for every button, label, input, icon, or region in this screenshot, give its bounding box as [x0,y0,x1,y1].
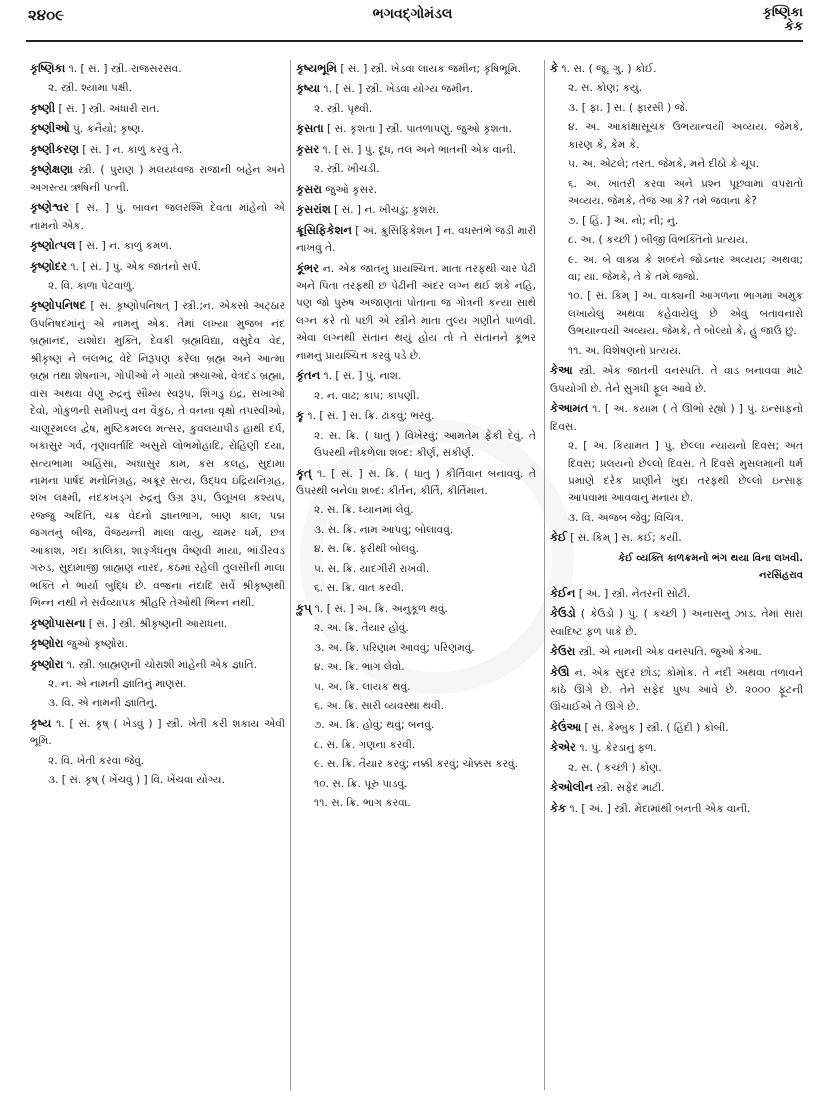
entry-definition: [ સં. ] પું. બાવન જલરશ્મિ દેવતા માંહેનો એ નામનો એક. [30,202,285,232]
entry-definition: સ્ત્રી. એક જાતની વનસ્પતિ. તે વાડ બનાવવા માટે ઉપયોગી છે. તેને સુગંધી ફૂલ આવે છે. [550,365,803,395]
entry-definition: ૨. સ. ક્રિ. ( ધાતુ ) વિખેરવું; આમતેમ ફેંકી દેવું. તે ઉપરથી નીકળેલા શબ્દ: કીર્ણ, સંકીર્ણ. [314,429,536,460]
entry-definition: ૧. [ સં. ] સ્ત્રી. રાજસરસવ. [65,63,182,75]
entry-headword: કૃષ્ણેશ્વર [30,200,69,215]
dictionary-entry [30,635,285,653]
entry-sense [296,756,536,773]
entry-definition: [ અં. ક્રુસિફિકેશન ] ન. વધસ્તંભે જડી મારી નાખવું તે. [296,224,536,255]
entry-sense [550,760,803,777]
dictionary-entry [30,615,285,633]
entry-sense [296,659,536,676]
dictionary-entry [550,529,803,547]
entry-headword: કૃષ્ણોપાસના [30,615,86,630]
entry-definition: ૯. સ. ક્રિ. તૈયાર કરવું; નક્કી કરવું; ચોક્કસ કરવું. [314,758,519,771]
dictionary-entry [550,605,803,641]
entry-sense [30,753,285,770]
entry-headword: કૃષ્ણોત્પલ [30,238,76,253]
dictionary-entry [296,141,536,159]
header-rule [26,40,803,42]
entry-definition: [ સં. કૃશતા ] સ્ત્રી. પાતળાપણું. જુઓ કૃશતા. [323,123,512,136]
entry-sense [296,679,536,696]
entry-headword: કૃષ્ણોરા [30,656,64,671]
entry-sense [296,776,536,793]
dictionary-entry [30,258,285,276]
dictionary-entry [296,407,536,425]
entry-headword: કેઈન [550,585,576,600]
column-divider [544,60,545,1090]
entry-definition: ૭. [ હિં. ] અ. નો; ની; નું. [568,214,679,227]
dictionary-entry [296,181,536,199]
entry-headword: કેક [550,800,567,815]
entry-definition: ન. એક સુંદર છોડ; કોમોક. તે નદી અથવા તળાવને કાંઠે ઊગે છે. તેને સફેદ પુષ્પ આવે છે. ૨૦૦૦ ફૂટની ઊંચાઈએ તે ઊગે છે. [550,666,803,714]
entry-definition: [ સં. કૃષ્ણોપનિષત્ ] સ્ત્રી.;ન. એકસો અટ્ઠાર ઉપનિષદમાંનું એ નામનું એક. તેમાં લખ્યા મુજબ નંદ બ્રહ્માનંદ, યશોદા મુક્તિ, દેવકી બ્રહ્મવિદ્યા, વસુદેવ વેદ, શ્રીકૃષ્ણ ને બલભદ્ર વેદે નિરૂપણ કરેલા બ્રહ્મ અને આત્મા બ્રહ્મ તથા શેષનાગ, ગોપીઓ ને ગાયો ઋચાઓ, વેત્રદંડ બ્રહ્મા, વાંસ અથવા વેણુ રુદ્રનું સૌમ્ય સ્વરૂપ, શિંગડું ઇંદ્ર, સખાઓ દેવો, ગોકુળની સમીપનું વન વૈકુંઠ, તે વનના વૃક્ષો તપસ્વીઓ, ચાણૂરમલ્લ દ્વેષ, મુષ્ટિકમલ્લ મત્સર, કુવલયાપીડ હાથી દર્પ, બકાસુર ગર્વ, તૃણાવર્તાદિ અસુરો લોભમોહાદિ, રોહિણી દયા, સત્યભામા અહિંસા, અઘાસુર કામ, કંસ કલહ, સુદામા નામના પાર્ષદ મનોનિગ્રહ, અક્રૂર સત્ય, ઉદ્ધવ ઇંદ્રિયનિગ્રહ, શંખ લક્ષ્મી, નંદકખડ્ગ રુદ્રનું ઉગ્ર રૂપ, ઉલૂખલ કશ્યપ, રજ્જુ અદિતિ, ચક્ર વેદનો જ્ઞાનભાગ, બાણ કાલ, પદ્મ જગતનું બીજ, વૈજયન્તી માલા વાયુ, ચામર ધર્મ, છત્ર આકાશ, ગદા કાલિકા, શાર્ઙ્ગધનુષ વૈષ્ણવી માયા, ભાંડીરવડ ગરુડ, સુદામાજી બ્રાહ્મણ નારદ, કંઠમાં રહેલી તુલસીની માલા ભક્તિ ને ભાર્યા બુદ્ધિ છે. વજ્રના નંદાદિ સર્વે શ્રીકૃષ્ણથી ભિન્ન નથી ને સર્વવ્યાપક શ્રીહરિ તેઓથી ભિન્ન નથી. [30,300,285,610]
entry-definition: ૧. [ સં. ] સ્ત્રી. ખેડવા યોગ્ય જમીન. [320,83,474,96]
entry-definition: ૧. [ સં. ] સ. ક્રિ. ઢાંકવું; ભરવું. [304,410,435,423]
entry-sense [296,717,536,734]
entry-definition: ૨. સ્ત્રી. ખીચડી. [314,163,380,176]
entry-sense [296,620,536,637]
dictionary-entry [550,800,803,818]
entry-quotation [550,567,803,584]
entry-definition: ૨. સ્ત્રી. પૃથ્વી. [314,102,373,115]
dictionary-entry [550,585,803,603]
entry-headword: કેએર [550,740,576,755]
entry-definition: ૧. પું. કેરડાનું ફળ. [575,742,657,755]
entry-definition: [ સં. ] ન. ખીચડું; કૃશરા. [330,204,440,217]
entry-definition: સ્ત્રી. એ નામની એક વનસ્પતિ. જુઓ કેઆ. [575,646,762,659]
entry-headword: કૃષ્ણોરા [30,636,64,651]
entry-headword: કૃસરા [296,181,322,196]
entry-sense [296,428,536,463]
dictionary-entry [550,60,803,78]
entry-headword: કૃસરાંશ [296,202,331,217]
entry-definition: ન. એક જાતનું પ્રાયશ્ચિત્ત. માતા તરફથી ચાર પેઢી અને પિતા તરફથી છ પેઢીની અંદર લગ્ન થઈ શકે નહિ, પણ જો પુરુષ અજાણતાં પોતાના જ ગોત્રની કન્યા સાથે લગ્ન કરે તો પછી એ સ્ત્રીને માતા તુલ્ય ગણીને પાળવી. એવા લગ્નથી સંતાન થયું હોય તો તે સંતાનને કૂંભર નામનું પ્રાયશ્ચિત્ત કરવું પડે છે. [296,262,536,362]
entry-headword: ક્રૂસિફિકેશન [296,222,352,237]
headword-range [763,6,803,34]
dictionary-entry [550,664,803,717]
entry-sense [550,100,803,117]
dictionary-entry [296,60,536,78]
dictionary-column-3 [550,60,803,1092]
entry-definition: ૩. વિ. એ નામની જ્ઞાતિનું. [48,697,158,710]
entry-definition: ૧. સ. ( જૂ. ગુ. ) કોઈ. [558,63,657,75]
entry-definition: ૫. અ. ક્રિ. લાયક થવું. [314,680,411,693]
dictionary-entry [296,80,536,98]
entry-headword: કૃષ્ણેક્ષણા [30,162,73,177]
entry-sense [296,388,536,405]
dictionary-column-2 [296,60,536,1092]
entry-definition: ૧૦. સ. ક્રિ. પૂરું પાડવું. [314,777,408,790]
entry-headword: કૃસતા [296,121,324,136]
entry-definition: ૩. [ સં. કૃષ્ ( ખેંચવું ) ] વિ. ખેંચવા યોગ્ય. [48,774,225,787]
entry-definition: ૫. અ. એટલે; તરત. જેમકે, મને દીઠો કે ચૂપ. [568,158,760,171]
entry-definition: નરસિંહરાવ [759,570,803,582]
entry-headword: કેઉંઆ [550,719,582,734]
page-title: ભગવદ્ગોમંડલ [372,6,453,22]
entry-headword: કૃષ્યભૂમિ [296,61,337,75]
entry-definition: ૬. અ. ખાતરી કરવા અને પ્રશ્ન પૂછવામાં વપરાતો અવ્યય. જેમકે, તેજ આ કે? તમે જવાના કે? [568,177,803,208]
first-headword: કૃષ્ણિકા [762,5,803,20]
dictionary-entry [296,201,536,219]
entry-sense [296,161,536,178]
dictionary-entry [30,237,285,255]
entry-headword: કેઉો [550,664,570,679]
entry-definition: ૨. સ. કોણ; કયું. [568,82,643,95]
entry-sense [550,343,803,360]
entry-definition: ૪. અ. આકાંક્ષાસૂચક ઉભયાન્વયી અવ્યય. જેમકે, કારણ કે, કેમ કે. [568,121,803,151]
entry-definition: ૩. વિ. અજબ જેવું; વિચિત્ર. [568,511,684,524]
entry-sense [30,80,285,97]
entry-sense [296,541,536,558]
entry-definition: ૩. અ. ક્રિ. પરિણામ આવવું; પરિણમવું. [314,641,475,654]
dictionary-entry [30,100,285,118]
page-number: ૨૪૦૯ [28,6,65,24]
entry-definition: ૪. અ. ક્રિ. ભાગ લેવો. [314,661,405,674]
entry-definition: ૮. અ. ( કચ્છી ) બીજી વિભક્તિનો પ્રત્યય. [568,234,749,247]
entry-definition: ૧. [ સં. ] અ. ક્રિ. અનુકૂળ થવું. [311,602,448,615]
entry-sense [296,640,536,657]
entry-sense [296,101,536,118]
entry-headword: કેઉરા [550,644,576,659]
entry-headword: કૃષ્યા [296,81,321,96]
entry-headword: કૄ [296,408,305,423]
entry-definition: ૮. સ. ક્રિ. ગણના કરવી. [314,738,416,751]
entry-sense [296,522,536,539]
entry-definition: ૨. વિ. ખેતી કરવા જેવું. [48,754,145,767]
entry-sense [30,772,285,789]
entry-definition: ૨. સ. ( કચ્છી ) કોણ. [568,761,662,774]
entry-headword: કૃસર [296,141,320,156]
entry-definition: ૯. અ. બે વાક્ય કે શબ્દને જોડનાર અવ્યય; અથવા; વા; યા. જેમકે, તે કે તમે જજો. [568,253,803,283]
entry-definition: [ સં. કિમ્ ] સ. કઈ; કયી. [566,532,682,545]
entry-definition: ૨. [ અ. કિયામત ] પું. છેલ્લા ન્યાયનો દિવસ; અંત દિવસ; પ્રલયનો છેલ્લો દિવસ. તે દિવસે મુસલમાની ધર્મ પ્રમાણે દરેક પ્રાણીને ખુદા તરફથી છેલ્લો ઇન્સાફ આપવામાં આવવાનું મનાય છે. [568,440,803,505]
entry-definition: ૧૧. સ. ક્રિ. ભાગ કરવા. [314,797,411,810]
dictionary-entry [550,779,803,797]
entry-sense [296,795,536,812]
entry-definition: ૨. સ. ક્રિ. ધ્યાનમાં લેવું. [314,504,414,517]
dictionary-entry [550,643,803,661]
entry-sense [550,213,803,230]
entry-sense [550,510,803,527]
entry-definition: જુઓ કૃષ્ણોરા. [63,638,129,651]
entry-sense [550,438,803,508]
entry-definition: ૨. વિ. કાળા પેટવાળું. [48,279,135,292]
entry-headword: કૃષ્ણીઓ [30,121,70,136]
entry-definition: કેઈ વ્યક્તિ કાળક્રમનો ભંગ થયા વિના લખવી. [618,552,803,564]
dictionary-entry [550,719,803,737]
dictionary-column-1 [30,60,285,1092]
entry-definition: ૬. સ. ક્રિ. વાત કરવી. [314,582,405,595]
entry-headword: કૃષ્ય [30,715,52,730]
entry-sense [550,252,803,287]
entry-definition: ૫. સ. ક્રિ. યાદગીરી રાખવી. [314,562,430,575]
entry-definition: ૨. અ. ક્રિ. તૈયાર હોવું. [314,622,409,635]
entry-definition: ૧. [ સં. ] પું. એક જાતનો સર્પ. [66,260,202,273]
column-divider [290,60,291,1090]
entry-sense [550,232,803,249]
entry-definition: ૭. અ. ક્રિ. હોવું; થવું; બનવું. [314,719,435,732]
entry-sense [550,80,803,97]
entry-headword: કૢપ્ [296,600,312,615]
dictionary-entry [30,161,285,197]
entry-definition: ૬. અ. ક્રિ. સારી વ્યવસ્થા થવી. [314,699,445,712]
entry-definition: સ્ત્રી. ( પુરાણ ) મલયધ્વજ રાજાની બહેન અને અગસ્ત્ય ઋષિની પત્ની. [30,164,285,194]
dictionary-entry [296,260,536,366]
entry-headword: કેઉડો [550,606,576,621]
entry-sense [550,156,803,173]
entry-headword: કૃષ્ણોદર [30,258,67,273]
dictionary-entry [550,362,803,398]
entry-sense [296,698,536,715]
entry-definition: ૧. [ સં. ] પું. દૂધ, તલ અને ભાતની એક વાની. [319,143,517,156]
entry-sense [550,288,803,340]
dictionary-entry [30,715,285,751]
entry-definition: [ સં. કેમ્બુક ] સ્ત્રી. ( હિંદી ) કોબી. [581,721,729,734]
entry-definition: પું. કનૈયો; કૃષ્ણ. [69,123,144,136]
entry-headword: કૃષ્ણોપનિષદ [30,298,86,313]
entry-sense [296,502,536,519]
entry-definition: [ સં. ] સ્ત્રી. ખેડવા લાયક જમીન; કૃષિભૂમિ. [336,63,521,75]
entry-definition: [ સં. ] ન. કાળું કમળ. [75,240,173,253]
dictionary-entry [296,367,536,385]
entry-definition: ૨. ન. એ નામની જ્ઞાતિનું માણસ. [48,677,187,690]
entry-definition: [ સં. ] સ્ત્રી. અંધારી રાત. [55,102,160,115]
dictionary-entry [30,60,285,78]
entry-quotation [550,550,803,567]
dictionary-entry [550,400,803,436]
entry-headword: કૃષ્ણીકરણ [30,141,79,156]
entry-sense [30,676,285,693]
dictionary-entry [296,600,536,618]
entry-headword: કે [550,61,559,75]
entry-sense [30,695,285,712]
dictionary-entry [30,297,285,612]
entry-definition: ૧. [ સં. ] પું. નાશ. [320,370,402,383]
entry-headword: કૄત્ [296,465,312,480]
dictionary-entry [30,120,285,138]
entry-definition: ૨. ન. વાઢ; કાપ; કાપણી. [314,389,420,402]
entry-definition: જુઓ કૃસર. [321,183,378,196]
entry-definition: ૧. [ સં. કૃષ્ ( ખેડવું ) ] સ્ત્રી. ખેતી કરી શકાય એવી ભૂમિ. [30,717,285,748]
dictionary-entry [550,739,803,757]
dictionary-entry [296,120,536,138]
entry-headword: કેઆમત [550,401,589,416]
entry-definition: ૪. સ. ક્રિ. ફરીથી બોલવું. [314,543,419,556]
entry-sense [550,119,803,154]
entry-headword: કૃંતન [296,368,321,383]
dictionary-entry [296,222,536,258]
entry-definition: ૩. [ ફા. ] સ. ( ફારસી ) જે. [568,101,689,114]
entry-headword: કેઆ [550,363,573,378]
entry-sense [296,561,536,578]
entry-definition: ( કેઉડો ) પું. ( કચ્છી ) અનાસનું ઝાડ. તેમાં સારાં સ્વાદિષ્ટ ફળ પાકે છે. [550,608,803,638]
dictionary-entry [30,141,285,159]
dictionary-entry [30,199,285,235]
entry-definition: [ સં. ] ન. કાળું કરવું તે. [78,143,183,156]
entry-sense [550,176,803,211]
entry-sense [296,737,536,754]
entry-definition: ૧૦. [ સં. કિમ્ ] અ. વાક્યની આગળના ભાગમાં અમુક લખાયેલું અથવા કહેવાયેલું છે એવું બતાવનારો ઉભયાન્વયી અવ્યય. જેમકે, તે બોલ્યો કે, હું જાઉં છું. [568,290,803,338]
entry-definition: [ સં. ] સ્ત્રી. શ્રીકૃષ્ણની આરાધના. [85,617,228,630]
dictionary-entry [296,465,536,501]
entry-definition: ૨. સ્ત્રી. શ્યામા પક્ષી. [48,82,132,95]
entry-definition: ૩. સ. ક્રિ. નામ આપવું; બોલાવવું. [314,523,454,536]
entry-sense [30,278,285,295]
entry-headword: કેઓલીન [550,780,593,795]
entry-headword: કૂંભર [296,260,320,275]
entry-headword: કૃષ્ણી [30,100,56,115]
entry-definition: ૧. [ અ. કયામ ( તે ઊભો રહ્યો ) ] પું. ઇન્સાફનો દિવસ. [550,403,803,433]
dictionary-entry [30,656,285,674]
entry-definition: સ્ત્રી. સફેદ માટી. [592,782,665,795]
last-headword: કેક [784,19,803,34]
entry-definition: ૧. સ્ત્રી. બ્રાહ્મણની ચોરાશી માંહેની એક જ્ઞાતિ. [63,658,258,671]
entry-definition: ૧. [ સં. ] સ. ક્રિ. ( ધાતુ ) કીર્તિવાન બનાવવું. તે ઉપરથી બનેલા શબ્દ: કીર્તન, કીર્તિ, કીર્તિમાન. [296,467,536,497]
entry-definition: [ અં. ] સ્ત્રી. નેતરની સોટી. [575,587,691,600]
entry-sense [296,580,536,597]
entry-definition: ૧. [ અં. ] સ્ત્રી. મેંદામાંથી બનતી એક વાની. [566,802,751,815]
entry-definition: ૧૧. અ. વિશેષણનો પ્રત્યય. [568,344,682,357]
entry-headword: કેઈ [550,530,567,545]
entry-headword: કૃષ્ણિકા [30,61,66,75]
